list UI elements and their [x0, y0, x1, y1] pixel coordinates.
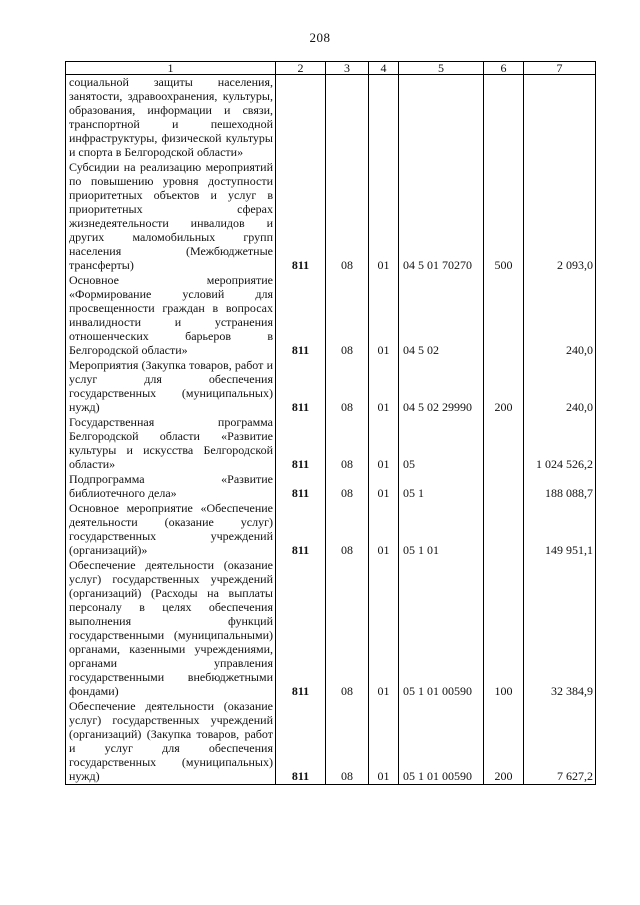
row-name: Субсидии на реализацию мероприятий по повышению уровня доступности приоритетных объектов и услуг в приоритетных сферах жизнедеятельности инвалидов и других маломобильных групп населения (Межбюджетные трансферты) — [66, 160, 276, 273]
row-section — [326, 75, 369, 161]
row-target: 04 5 01 70270 — [399, 160, 484, 273]
row-expense-type: 100 — [484, 558, 524, 699]
row-subsection — [369, 75, 399, 161]
row-name: Подпрограмма «Развитие библиотечного дела» — [66, 472, 276, 501]
table-row — [66, 501, 596, 558]
row-target: 05 1 01 00590 — [399, 558, 484, 699]
table-row — [66, 160, 596, 273]
row-section: 08 — [326, 501, 369, 558]
column-header-subsection: 4 — [369, 62, 399, 75]
table-row — [66, 558, 596, 699]
row-amount: 7 627,2 — [524, 699, 596, 785]
row-amount: 188 088,7 — [524, 472, 596, 501]
table-row — [66, 472, 596, 501]
row-subsection: 01 — [369, 472, 399, 501]
row-target: 05 1 01 00590 — [399, 699, 484, 785]
column-header-name: 1 — [66, 62, 276, 75]
row-subsection: 01 — [369, 415, 399, 472]
row-expense-type — [484, 472, 524, 501]
row-ministry: 811 — [276, 273, 326, 358]
row-expense-type — [484, 415, 524, 472]
row-expense-type: 200 — [484, 699, 524, 785]
row-amount: 2 093,0 — [524, 160, 596, 273]
row-ministry: 811 — [276, 501, 326, 558]
row-target: 04 5 02 29990 — [399, 358, 484, 415]
row-target: 04 5 02 — [399, 273, 484, 358]
row-ministry — [276, 75, 326, 161]
row-amount: 149 951,1 — [524, 501, 596, 558]
row-target: 05 1 01 — [399, 501, 484, 558]
row-expense-type: 500 — [484, 160, 524, 273]
row-expense-type: 200 — [484, 358, 524, 415]
row-amount: 1 024 526,2 — [524, 415, 596, 472]
row-name: Обеспечение деятельности (оказание услуг) государственных учреждений (организаций) (Расходы на выплаты персоналу в целях обеспечения выполнения функций государственными (муниципальными) органами, казенными учреждениями, органами управления государственными внебюджетными фондами) — [66, 558, 276, 699]
row-amount: 240,0 — [524, 358, 596, 415]
header-row — [66, 62, 596, 75]
row-target: 05 1 — [399, 472, 484, 501]
row-amount — [524, 75, 596, 161]
row-section: 08 — [326, 699, 369, 785]
row-ministry: 811 — [276, 699, 326, 785]
row-section: 08 — [326, 415, 369, 472]
row-name: Государственная программа Белгородской области «Развитие культуры и искусства Белгородской области» — [66, 415, 276, 472]
row-subsection: 01 — [369, 558, 399, 699]
row-expense-type — [484, 75, 524, 161]
page-number: 208 — [309, 30, 331, 45]
column-header-expense-type: 6 — [484, 62, 524, 75]
table-row — [66, 273, 596, 358]
row-subsection: 01 — [369, 358, 399, 415]
row-name: Основное мероприятие «Обеспечение деятельности (оказание услуг) государственных учреждений (организаций)» — [66, 501, 276, 558]
row-amount: 32 384,9 — [524, 558, 596, 699]
row-target — [399, 75, 484, 161]
table-row — [66, 358, 596, 415]
row-ministry: 811 — [276, 358, 326, 415]
row-expense-type — [484, 501, 524, 558]
row-subsection: 01 — [369, 273, 399, 358]
table-row — [66, 75, 596, 161]
row-ministry: 811 — [276, 160, 326, 273]
column-header-ministry: 2 — [276, 62, 326, 75]
table-row — [66, 699, 596, 785]
row-expense-type — [484, 273, 524, 358]
row-section: 08 — [326, 273, 369, 358]
row-name: социальной защиты населения, занятости, здравоохранения, культуры, образования, информации и связи, транспортной и пешеходной инфраструктуры, физической культуры и спорта в Белгородской области» — [66, 75, 276, 161]
row-ministry: 811 — [276, 415, 326, 472]
row-target: 05 — [399, 415, 484, 472]
column-header-section: 3 — [326, 62, 369, 75]
row-subsection: 01 — [369, 501, 399, 558]
table-row — [66, 415, 596, 472]
row-name: Мероприятия (Закупка товаров, работ и услуг для обеспечения государственных (муниципальных) нужд) — [66, 358, 276, 415]
column-header-amount: 7 — [524, 62, 596, 75]
row-ministry: 811 — [276, 472, 326, 501]
row-section: 08 — [326, 472, 369, 501]
row-subsection: 01 — [369, 699, 399, 785]
row-section: 08 — [326, 558, 369, 699]
row-amount: 240,0 — [524, 273, 596, 358]
row-section: 08 — [326, 160, 369, 273]
row-section: 08 — [326, 358, 369, 415]
row-name: Основное мероприятие «Формирование условий для просвещенности граждан в вопросах инвалидности и устранения отношенческих барьеров в Белгородской области» — [66, 273, 276, 358]
row-ministry: 811 — [276, 558, 326, 699]
row-name: Обеспечение деятельности (оказание услуг) государственных учреждений (организаций) (Закупка товаров, работ и услуг для обеспечения государственных (муниципальных) нужд) — [66, 699, 276, 785]
row-subsection: 01 — [369, 160, 399, 273]
budget-table — [65, 61, 596, 785]
column-header-target: 5 — [399, 62, 484, 75]
